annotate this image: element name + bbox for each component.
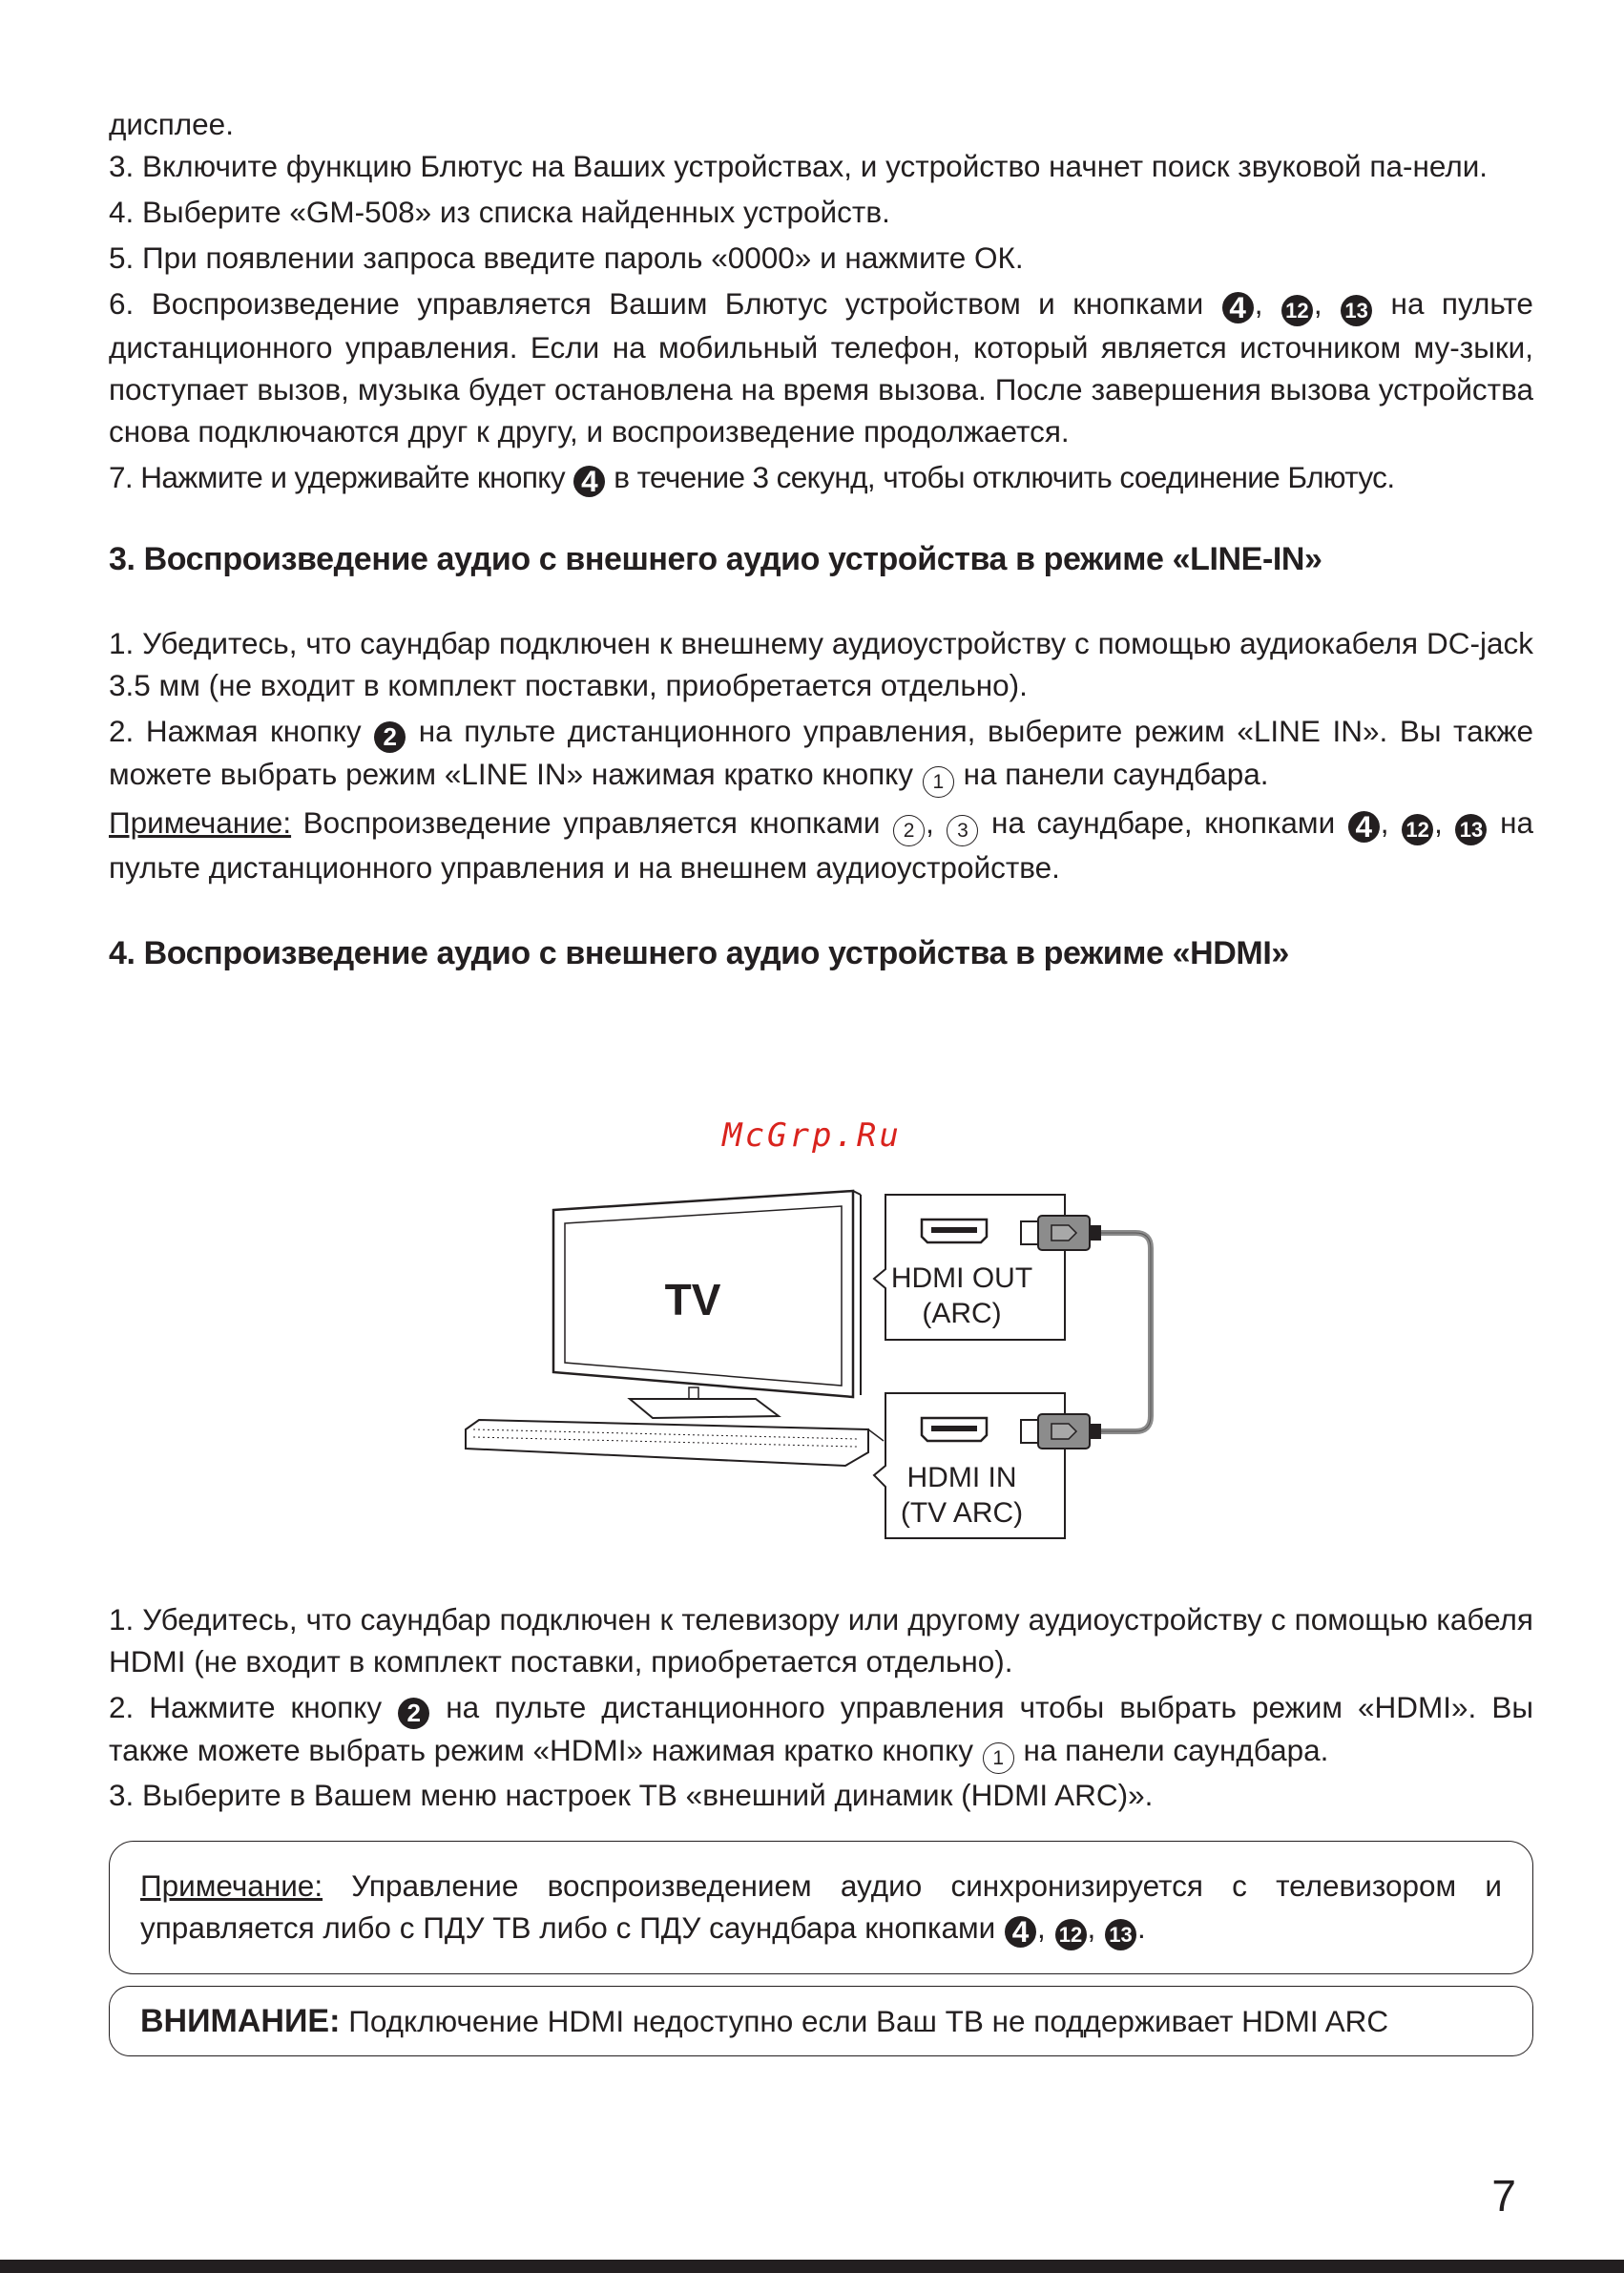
note-box-label: Примечание: [140, 1868, 323, 1903]
section-4-heading: 4. Воспроизведение аудио с внешнего аудио устройства в режиме «HDMI» [109, 935, 1289, 971]
line-in-note-b: на саундбаре, кнопками [991, 805, 1336, 840]
section-3-heading: 3. Воспроизведение аудио с внешнего аудио устройства в режиме «LINE-IN» [109, 541, 1322, 577]
panel-button-1-icon: 1 [923, 766, 954, 798]
hdmi-in-label-1: HDMI IN [906, 1462, 1017, 1493]
hdmi-step-2-b: на пульте дистанционного управления чтобы выбрать режим «HDMI». Вы также можете выбрать режим «HDMI» нажимая кратко кнопку [109, 1690, 1533, 1767]
cable-line [1101, 1233, 1151, 1431]
hdmi-step-2 [109, 1686, 1533, 1774]
bt-step-7-a: 7. Нажмите и удерживайте кнопку [109, 460, 565, 494]
warning-label: ВНИМАНИЕ: [140, 2003, 341, 2039]
remote-button-12-icon: 12 [1402, 814, 1433, 845]
panel-button-1-icon: 1 [983, 1742, 1014, 1774]
hdmi-in-label-2: (TV ARC) [900, 1497, 1024, 1529]
warning-text [140, 2000, 1502, 2042]
tv-label: TV [664, 1275, 721, 1324]
line-in-note-a: Воспроизведение управляется кнопками [302, 805, 881, 840]
bt-step-5: 5. При появлении запроса введите пароль «0000» и нажмите ОК. [109, 240, 1024, 275]
remote-button-4-icon: 4 [1348, 811, 1380, 843]
remote-button-4-icon: 4 [1005, 1916, 1036, 1948]
line-in-step-2-c: на панели саундбара. [963, 757, 1269, 791]
line-in-step-1: 1. Убедитесь, что саундбар подключен к внешнему аудиоустройству с помощью аудиокабеля DC-jack 3.5 мм (не входит в комплект поставки, приобретается отдельно). [109, 626, 1533, 702]
hdmi-step-1: 1. Убедитесь, что саундбар подключен к телевизору или другому аудиоустройству с помощью кабеля HDMI (не входит в комплект поставки, приобретается отдельно). [109, 1602, 1533, 1679]
tv-stand-base [630, 1399, 779, 1418]
line-in-step-2-b: на пульте дистанционного управления, выберите режим «LINE IN». Вы также можете выбрать режим «LINE IN» нажимая кратко кнопку [109, 714, 1533, 791]
line-in-note: Примечание: Воспроизведение управляется кнопками 2 , 3 на саундбаре, кнопками 4 , 12 , 13 на пульте дистанционного управления и на внешнем аудиоустройстве. [109, 805, 1533, 885]
bt-step-3: 3. Включите функцию Блютус на Ваших устройствах, и устройство начнет поиск звуковой па-нели. [109, 149, 1489, 183]
remote-button-4-icon: 4 [1222, 292, 1254, 323]
line-in-step-2 [109, 710, 1533, 798]
remote-button-13-icon: 13 [1341, 295, 1372, 326]
remote-button-12-icon: 12 [1281, 295, 1313, 326]
remote-button-13-icon: 13 [1105, 1919, 1136, 1950]
remote-button-13-icon: 13 [1455, 814, 1487, 845]
page-content [109, 103, 1533, 2056]
bt-step-6-b: на пульте дистанционного управления. Если на мобильный телефон, который является источником му-зыки, поступает вызов, музыка будет остановлена на время вызова. После завершения вызова устройства снова подключаются друг к другу, и воспроизведение продолжается. [109, 286, 1533, 448]
hdmi-step-2-c: на панели саундбара. [1023, 1733, 1329, 1767]
tv-illustration [553, 1191, 861, 1418]
note-box-body: Управление воспроизведением аудио синхронизируется с телевизором и управляется либо с ПДУ ТВ либо с ПДУ саундбара кнопками [140, 1868, 1502, 1945]
hdmi-step-2-a: 2. Нажмите кнопку [109, 1690, 383, 1724]
note-box [109, 1841, 1533, 1974]
page-number: 7 [1491, 2171, 1516, 2221]
bt-step-2-cont: дисплее. [109, 107, 234, 141]
bt-step-6: 6. Воспроизведение управляется Вашим Блютус устройством и кнопками 4 , 12 , 13 на пульте дистанционного управления. Если на мобильный телефон, который является источником му-зыки, поступает вызов, музыка будет остановлена на время вызова. После завершения вызова устройства снова подключаются друг к другу, и воспроизведение продолжается. [109, 286, 1533, 448]
watermark: McGrp.Ru [722, 1116, 902, 1155]
remote-button-4-icon: 4 [573, 466, 605, 497]
soundbar-illustration [466, 1420, 884, 1466]
remote-button-2-icon: 2 [398, 1698, 429, 1729]
remote-button-2-icon: 2 [374, 721, 406, 753]
hdmi-out-callout [874, 1195, 1065, 1340]
bt-step-7 [109, 456, 1533, 498]
line-in-note-c: на пульте дистанционного управления и на внешнем аудиоустройстве. [109, 805, 1533, 885]
hdmi-in-callout [874, 1393, 1065, 1538]
bt-step-4: 4. Выберите «GM-508» из списка найденных устройств. [109, 195, 890, 229]
bt-step-7-b: в течение 3 секунд, чтобы отключить соединение Блютус. [614, 460, 1395, 494]
bottom-rule [0, 2260, 1624, 2273]
warning-box [109, 1986, 1533, 2056]
hdmi-connection-diagram [448, 1183, 1193, 1565]
line-in-step-2-a: 2. Нажмая кнопку [109, 714, 362, 748]
remote-button-12-icon: 12 [1055, 1919, 1087, 1950]
hdmi-out-label-2: (ARC) [922, 1298, 1002, 1329]
panel-button-2-icon: 2 [893, 815, 925, 846]
bt-step-6-a: 6. Воспроизведение управляется Вашим Блютус устройством и кнопками [109, 286, 1204, 321]
hdmi-out-label-1: HDMI OUT [890, 1262, 1033, 1294]
note-box-text: Примечание: Управление воспроизведением аудио синхронизируется с телевизором и управляется либо с ПДУ ТВ либо с ПДУ саундбара кнопками 4 , 12 , 13 . [140, 1868, 1502, 1949]
note-label: Примечание: [109, 805, 292, 840]
soundbar-body [466, 1420, 868, 1466]
hdmi-step-3: 3. Выберите в Вашем меню настроек ТВ «внешний динамик (HDMI ARC)». [109, 1778, 1154, 1812]
warning-body: Подключение HDMI недоступно если Ваш ТВ не поддерживает HDMI ARC [348, 2004, 1389, 2038]
panel-button-3-icon: 3 [947, 815, 978, 846]
